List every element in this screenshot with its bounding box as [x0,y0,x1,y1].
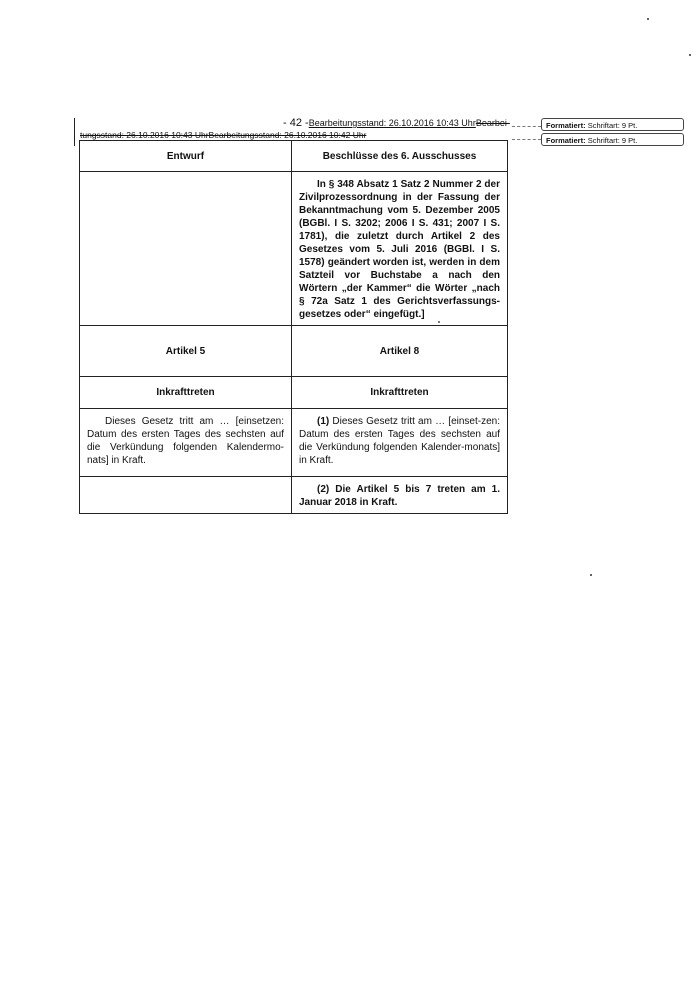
table-row [80,477,508,514]
header-deleted-text: Bearbei- [475,118,510,128]
change-bar [74,118,75,146]
entry-text-left: Dieses Gesetz tritt am … [einsetzen: Datum des ersten Tages des sechsten auf die Verkündung folgenden Kalendermo-nats] in Kraft. [87,416,284,466]
comment-label: Formatiert: [546,136,586,145]
article-title-left: Inkrafttreten [80,377,292,409]
header-deleted-text: tungsstand: 26.10.2016 10:43 Uhr [80,130,209,140]
paragraph-number: (1) [317,416,330,427]
header-inserted-text: Bearbeitungsstand: 26.10.2016 10:43 Uhr [308,118,476,128]
entry-cell-left [80,409,292,477]
column-header-beschluesse: Beschlüsse des 6. Ausschusses [292,141,508,172]
page-number: - 42 - [283,117,309,129]
table-header-row [80,141,508,172]
table-row [80,172,508,326]
header-deleted-text: Bearbeitungsstand: 26.10.2016 10:42 Uhr [208,130,367,140]
comment-balloon[interactable] [541,133,684,146]
amendment-cell [292,172,508,326]
empty-cell [80,477,292,514]
comment-leader-line [512,139,541,140]
scan-speck [590,574,592,576]
scan-speck [689,54,691,56]
comment-label: Formatiert: [546,121,586,130]
article-title-right: Inkrafttreten [292,377,508,409]
empty-cell [80,172,292,326]
comment-leader-line [512,126,541,127]
synopsis-table [79,140,508,514]
scan-speck [647,18,649,20]
column-header-entwurf: Entwurf [80,141,292,172]
comment-balloon[interactable] [541,118,684,131]
table-row [80,377,508,409]
article-heading-right: Artikel 8 [292,326,508,377]
page-header [283,118,523,129]
table-row [80,409,508,477]
entry-text-right: Dieses Gesetz tritt am … [einset-zen: Datum des ersten Tages des sechsten auf die Verkündung folgenden Kalender-monats] in Kraft. [299,416,500,466]
table-row [80,326,508,377]
comment-text: Schriftart: 9 Pt. [587,121,638,130]
article-heading-left: Artikel 5 [80,326,292,377]
comment-text: Schriftart: 9 Pt. [587,136,638,145]
entry-text-right: (2) Die Artikel 5 bis 7 treten am 1. Januar 2018 in Kraft. [299,484,500,508]
scan-speck [438,321,440,323]
amendment-text: In § 348 Absatz 1 Satz 2 Nummer 2 der Zivilprozessordnung in der Fassung der Bekanntmachung vom 5. Dezember 2005 (BGBl. I S. 3202; 2006 I S. 431; 2007 I S. 1781), die zuletzt durch Artikel 2 des Gesetzes vom 5. Juli 2016 (BGBl. I S. 1578) geändert worden ist, werden in dem Satzteil vor Buchstabe a nach den Wörtern „der Kammer“ die Wörter „nach § 72a Satz 1 des Gerichtsverfassungs-gesetzes oder“ eingefügt.] [299,179,500,320]
entry-cell-right [292,409,508,477]
entry-cell-right [292,477,508,514]
